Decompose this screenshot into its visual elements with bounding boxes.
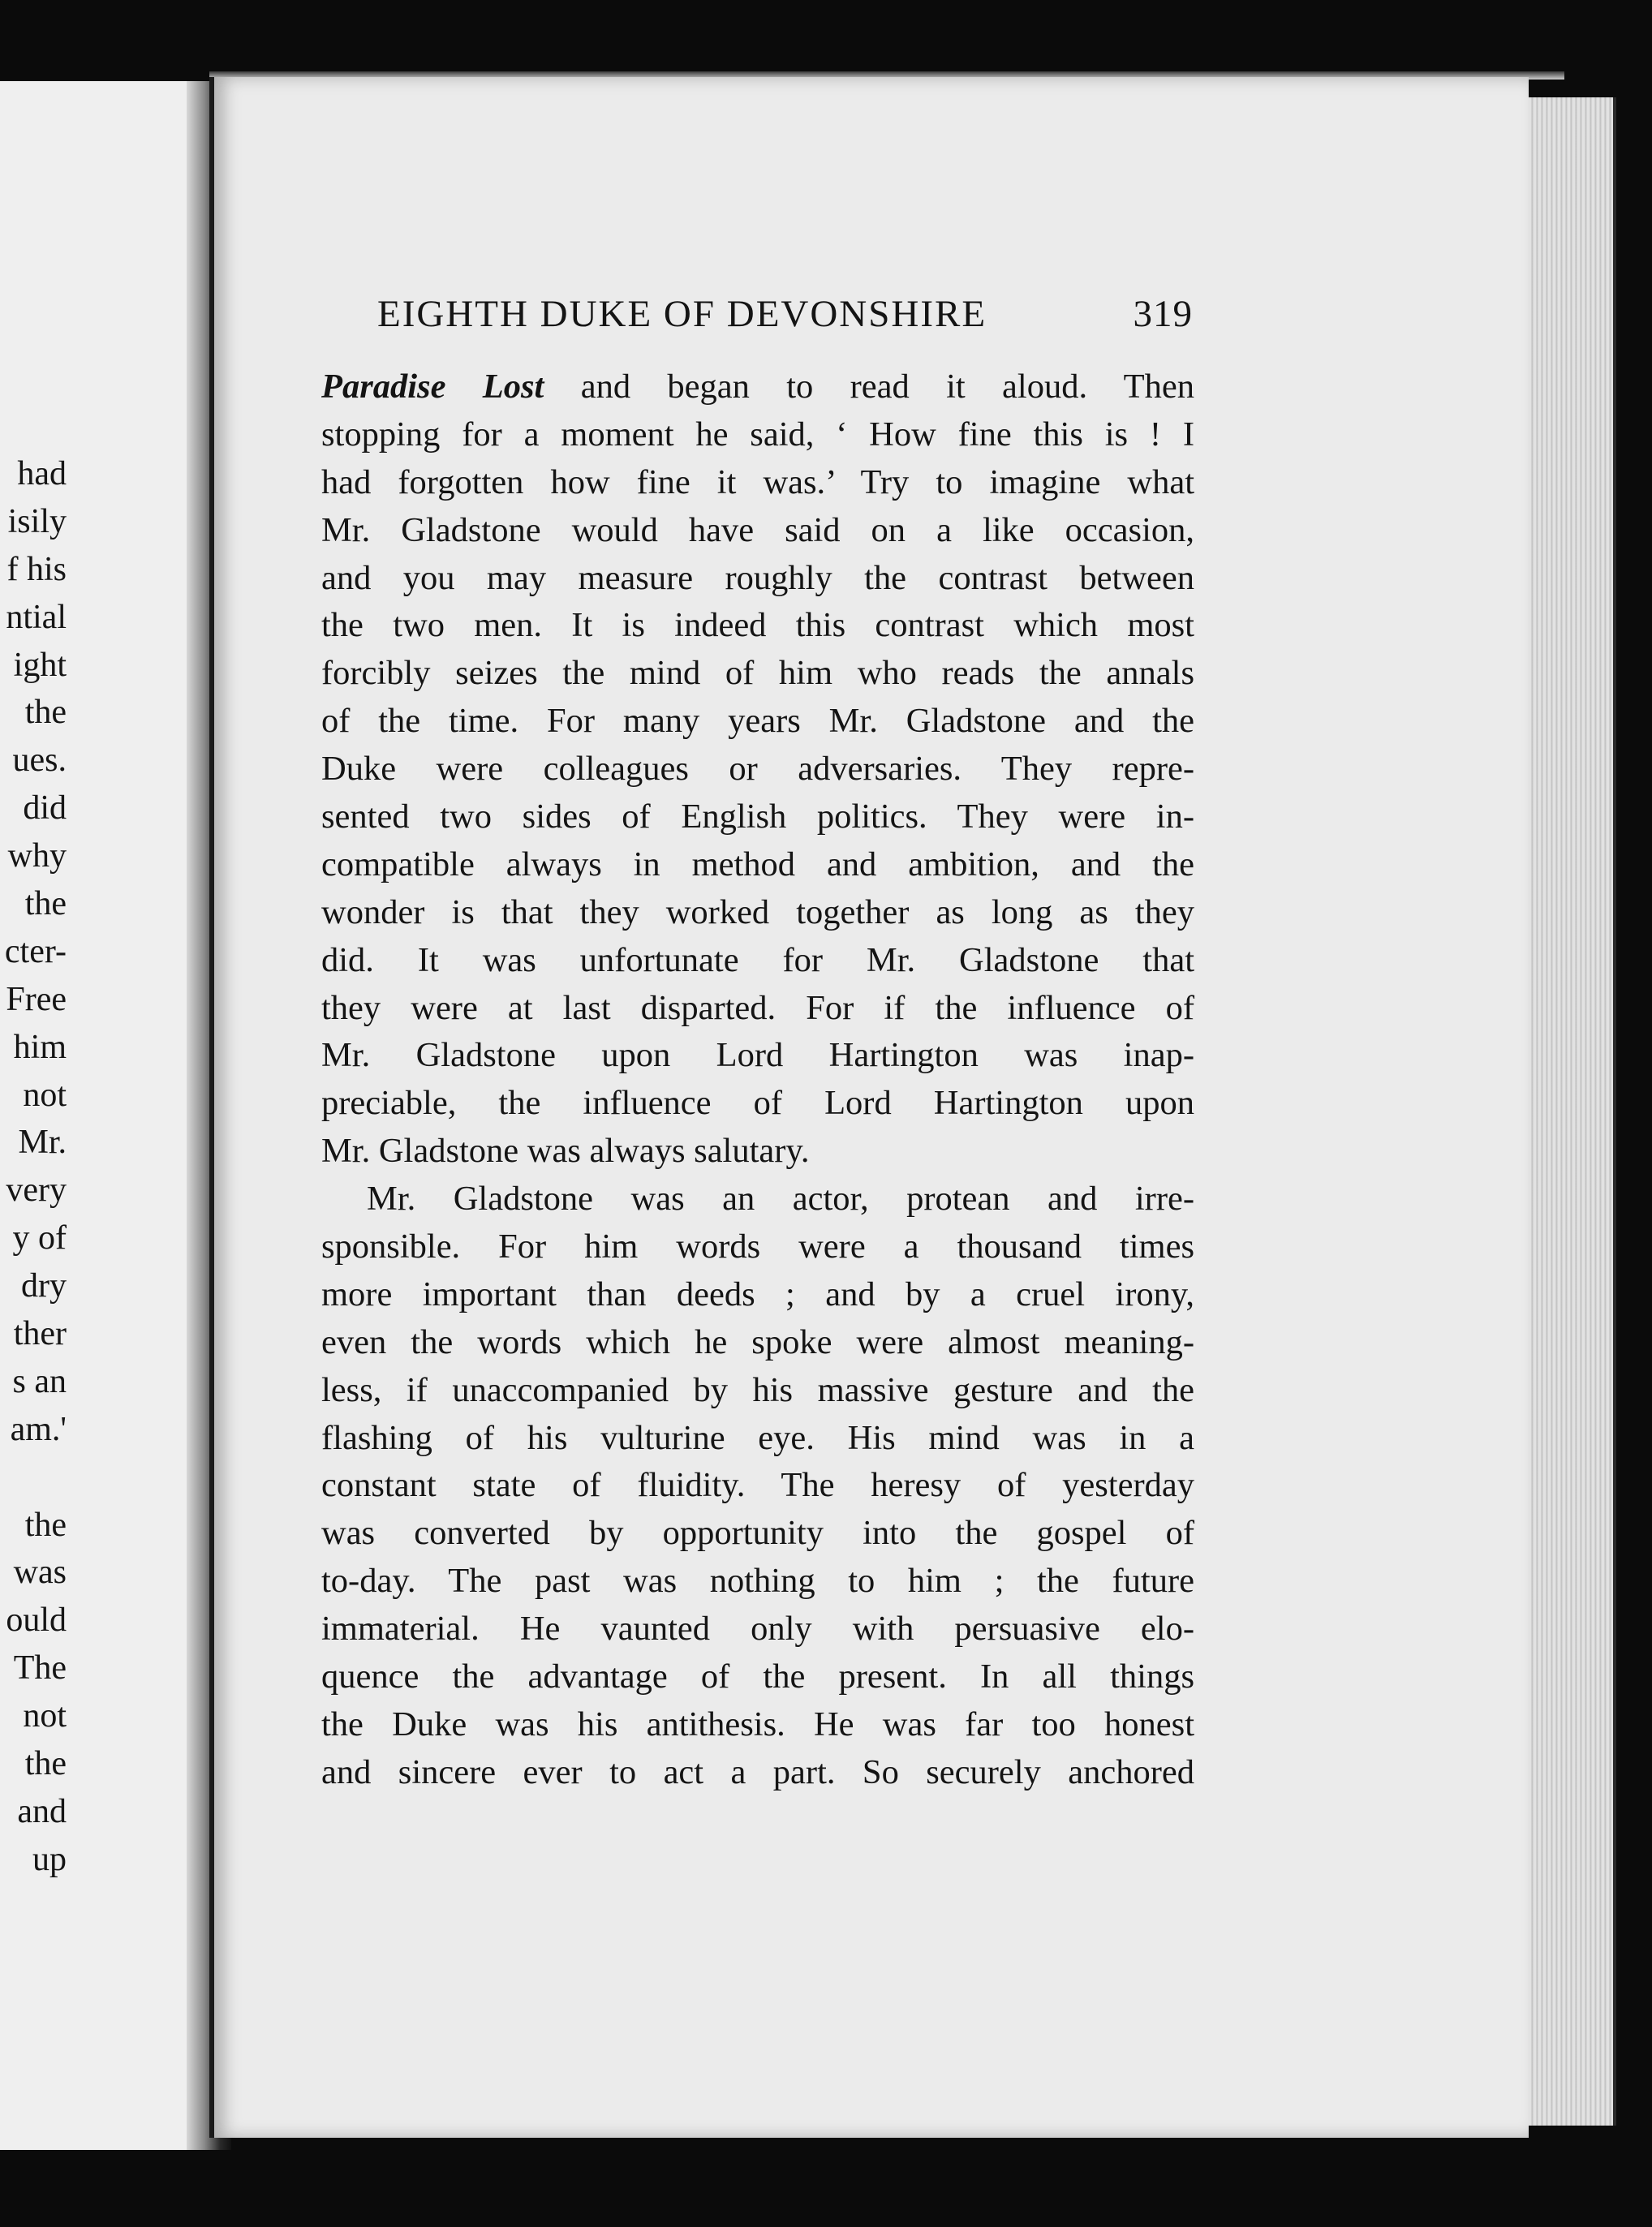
text-line (321, 363, 1194, 411)
left-line: am.' (10, 1410, 67, 1448)
left-line: very (6, 1172, 67, 1210)
left-line: not (23, 1076, 67, 1114)
text-line: Mr. Gladstone would have said on a like occasion, (321, 510, 1194, 549)
page-number: 319 (1133, 293, 1193, 335)
text-line: sented two sides of English politics. They were in- (321, 798, 1194, 836)
text-line: had forgotten how fine it was.’ Try to imagine what (321, 462, 1194, 501)
text-line: of the time. For many years Mr. Gladstone and the (321, 702, 1194, 741)
page-body (321, 363, 1194, 1797)
left-line: ntial (6, 598, 67, 636)
left-line: the (24, 1506, 67, 1544)
left-line: the (24, 885, 67, 923)
text-line: Duke were colleagues or adversaries. They repre- (321, 750, 1194, 789)
left-line (0, 1454, 67, 1502)
text-line: Mr. Gladstone was always salutary. (321, 1132, 810, 1171)
text-line: Mr. Gladstone was an actor, protean and irre- (367, 1180, 1194, 1219)
left-line: Free (6, 980, 67, 1018)
left-line: and (17, 1792, 67, 1830)
left-line: ight (13, 646, 67, 684)
text-line: wonder is that they worked together as long as they (321, 892, 1194, 931)
text-line: and you may measure roughly the contrast between (321, 558, 1194, 597)
text-line: to-day. The past was nothing to him ; the future (321, 1562, 1194, 1601)
text-line: less, if unaccompanied by his massive gesture and the (321, 1370, 1194, 1409)
left-line: the (24, 694, 67, 732)
left-line: did (23, 789, 67, 828)
text-fragment: and began to read it aloud. Then (544, 368, 1194, 406)
left-page-text-fragments (0, 450, 67, 1884)
text-line: flashing of his vulturine eye. His mind was in a (321, 1418, 1194, 1457)
book-title-italic: Paradise Lost (321, 368, 544, 406)
left-line: had (17, 455, 67, 492)
page-block-edges (1524, 97, 1616, 2126)
left-line: him (13, 1028, 67, 1066)
text-line: the two men. It is indeed this contrast which most (321, 606, 1194, 645)
text-line: quence the advantage of the present. In all things (321, 1657, 1194, 1696)
text-line: constant state of fluidity. The heresy of yesterday (321, 1466, 1194, 1505)
text-line: compatible always in method and ambition, and the (321, 845, 1194, 883)
text-line: even the words which he spoke were almost meaning- (321, 1322, 1194, 1361)
left-line: cter- (4, 932, 67, 970)
text-line: Mr. Gladstone upon Lord Hartington was inap- (321, 1036, 1194, 1075)
left-line: the (24, 1745, 67, 1783)
left-line: Mr. (18, 1124, 67, 1162)
left-line: y of (12, 1219, 67, 1258)
left-line: isily (7, 502, 67, 540)
left-line: f his (6, 550, 67, 588)
left-line: s an (12, 1362, 67, 1400)
text-line: stopping for a moment he said, ‘ How fine this is ! I (321, 415, 1194, 454)
left-line: dry (21, 1267, 67, 1305)
left-line: ther (13, 1315, 67, 1353)
text-line: they were at last disparted. For if the influence of (321, 988, 1194, 1027)
left-line: ues. (12, 742, 67, 780)
text-line: sponsible. For him words were a thousand times (321, 1227, 1194, 1266)
text-line: forcibly seizes the mind of him who reads the annals (321, 654, 1194, 693)
left-line: up (32, 1840, 67, 1878)
text-line: did. It was unfortunate for Mr. Gladstone that (321, 940, 1194, 979)
left-facing-page (0, 81, 231, 2150)
left-line: The (13, 1649, 67, 1687)
left-line: not (23, 1697, 67, 1735)
running-title: EIGHTH DUKE OF DEVONSHIRE (377, 293, 987, 335)
text-line: and sincere ever to act a part. So securely anchored (321, 1752, 1194, 1791)
text-line: was converted by opportunity into the gospel of (321, 1514, 1194, 1553)
text-line: immaterial. He vaunted only with persuasive elo- (321, 1610, 1194, 1649)
left-line: was (13, 1554, 67, 1592)
text-line: the Duke was his antithesis. He was far too honest (321, 1705, 1194, 1743)
text-line: preciable, the influence of Lord Hartington upon (321, 1084, 1194, 1123)
left-line: why (7, 837, 67, 875)
left-line: ould (6, 1601, 67, 1640)
text-line: more important than deeds ; and by a cruel irony, (321, 1275, 1194, 1313)
